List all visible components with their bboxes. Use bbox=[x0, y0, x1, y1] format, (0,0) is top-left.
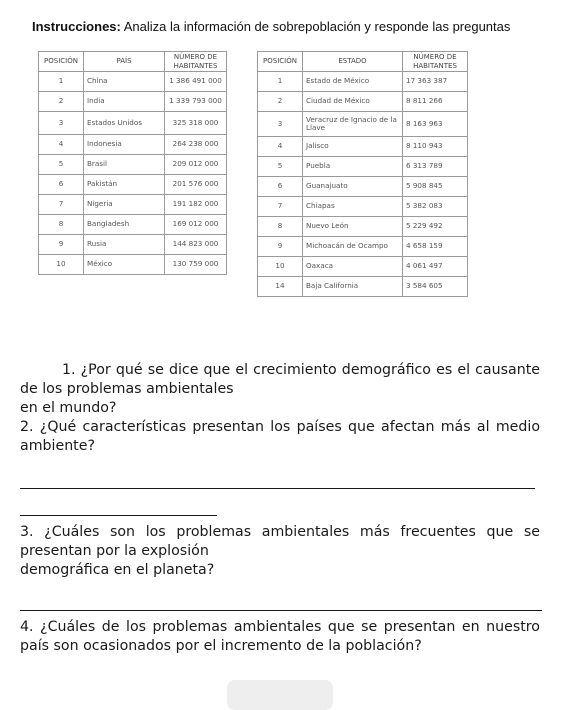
population-cell: 5 382 083 bbox=[403, 197, 468, 217]
population-cell: 1 339 793 000 bbox=[165, 92, 227, 112]
name-cell: Michoacán de Ocampo bbox=[303, 237, 403, 257]
table-row bbox=[39, 112, 227, 135]
table-row bbox=[39, 155, 227, 175]
table-row bbox=[39, 235, 227, 255]
population-cell: 144 823 000 bbox=[165, 235, 227, 255]
questions-section bbox=[20, 361, 540, 456]
name-cell: Nigeria bbox=[84, 195, 165, 215]
table-row bbox=[258, 257, 468, 277]
name-cell: Jalisco bbox=[303, 137, 403, 157]
position-cell: 1 bbox=[39, 72, 84, 92]
population-cell: 8 163 963 bbox=[403, 112, 468, 137]
position-cell: 1 bbox=[258, 72, 303, 92]
population-cell: 4 061 497 bbox=[403, 257, 468, 277]
name-cell: Chiapas bbox=[303, 197, 403, 217]
position-cell: 6 bbox=[39, 175, 84, 195]
position-cell: 8 bbox=[39, 215, 84, 235]
position-cell: 9 bbox=[258, 237, 303, 257]
population-cell: 264 238 000 bbox=[165, 135, 227, 155]
answer-line bbox=[20, 488, 535, 489]
name-cell: Guanajuato bbox=[303, 177, 403, 197]
name-cell: Estados Unidos bbox=[84, 112, 165, 135]
question-1-continuation: en el mundo? bbox=[20, 400, 117, 416]
states-table bbox=[257, 51, 468, 297]
position-cell: 2 bbox=[39, 92, 84, 112]
position-cell: 7 bbox=[39, 195, 84, 215]
table-row bbox=[258, 137, 468, 157]
table-row bbox=[39, 255, 227, 275]
population-cell: 5 908 845 bbox=[403, 177, 468, 197]
position-cell: 2 bbox=[258, 92, 303, 112]
position-cell: 6 bbox=[258, 177, 303, 197]
name-cell: Brasil bbox=[84, 155, 165, 175]
position-cell: 3 bbox=[258, 112, 303, 137]
name-cell: India bbox=[84, 92, 165, 112]
position-cell: 7 bbox=[258, 197, 303, 217]
name-cell: Baja California bbox=[303, 277, 403, 297]
column-header: NÚMERO DE HABITANTES bbox=[403, 52, 468, 72]
table-row bbox=[258, 277, 468, 297]
population-cell: 169 012 000 bbox=[165, 215, 227, 235]
answer-line bbox=[20, 610, 542, 611]
column-header: POSICIÓN bbox=[39, 52, 84, 72]
position-cell: 9 bbox=[39, 235, 84, 255]
table-row bbox=[258, 112, 468, 137]
position-cell: 8 bbox=[258, 217, 303, 237]
column-header: PAÍS bbox=[84, 52, 165, 72]
table-row bbox=[39, 72, 227, 92]
instructions bbox=[32, 19, 562, 34]
name-cell: México bbox=[84, 255, 165, 275]
table-row bbox=[258, 177, 468, 197]
position-cell: 10 bbox=[39, 255, 84, 275]
table-row bbox=[258, 92, 468, 112]
question-1: 1. ¿Por qué se dice que el crecimiento demográfico es el causante de los problemas ambientales bbox=[20, 362, 540, 397]
position-cell: 14 bbox=[258, 277, 303, 297]
table-row bbox=[258, 237, 468, 257]
name-cell: Oaxaca bbox=[303, 257, 403, 277]
population-cell: 8 110 943 bbox=[403, 137, 468, 157]
position-cell: 10 bbox=[258, 257, 303, 277]
instructions-text: Analiza la información de sobrepoblación y responde las preguntas bbox=[120, 19, 511, 34]
questions-section-2 bbox=[20, 523, 540, 580]
population-cell: 1 386 491 000 bbox=[165, 72, 227, 92]
column-header: ESTADO bbox=[303, 52, 403, 72]
answer-line bbox=[20, 515, 217, 516]
table-row bbox=[39, 175, 227, 195]
countries-table bbox=[38, 51, 227, 275]
population-cell: 191 182 000 bbox=[165, 195, 227, 215]
bottom-button-shape bbox=[227, 680, 333, 710]
table-row bbox=[258, 72, 468, 92]
question-3: 3. ¿Cuáles son los problemas ambientales más frecuentes que se presentan por la explosión bbox=[20, 524, 540, 559]
table-row bbox=[39, 135, 227, 155]
position-cell: 5 bbox=[258, 157, 303, 177]
population-cell: 5 229 492 bbox=[403, 217, 468, 237]
population-cell: 209 012 000 bbox=[165, 155, 227, 175]
question-2: 2. ¿Qué características presentan los países que afectan más al medio ambiente? bbox=[20, 419, 540, 454]
instructions-label: Instrucciones: bbox=[32, 19, 121, 34]
population-cell: 201 576 000 bbox=[165, 175, 227, 195]
name-cell: Nuevo León bbox=[303, 217, 403, 237]
population-cell: 325 318 000 bbox=[165, 112, 227, 135]
table-header-row bbox=[258, 52, 468, 72]
column-header: POSICIÓN bbox=[258, 52, 303, 72]
position-cell: 5 bbox=[39, 155, 84, 175]
position-cell: 4 bbox=[39, 135, 84, 155]
position-cell: 4 bbox=[258, 137, 303, 157]
population-cell: 17 363 387 bbox=[403, 72, 468, 92]
question-3-continuation: demográfica en el planeta? bbox=[20, 562, 215, 578]
table-row bbox=[39, 215, 227, 235]
table-header-row bbox=[39, 52, 227, 72]
name-cell: Rusia bbox=[84, 235, 165, 255]
name-cell: Pakistán bbox=[84, 175, 165, 195]
table-row bbox=[258, 197, 468, 217]
name-cell: Estado de México bbox=[303, 72, 403, 92]
column-header: NÚMERO DE HABITANTES bbox=[165, 52, 227, 72]
table-row bbox=[258, 157, 468, 177]
name-cell: Ciudad de México bbox=[303, 92, 403, 112]
population-cell: 8 811 266 bbox=[403, 92, 468, 112]
population-cell: 6 313 789 bbox=[403, 157, 468, 177]
questions-section-3 bbox=[20, 618, 540, 656]
table-row bbox=[39, 195, 227, 215]
name-cell: China bbox=[84, 72, 165, 92]
population-cell: 130 759 000 bbox=[165, 255, 227, 275]
table-row bbox=[258, 217, 468, 237]
name-cell: Veracruz de Ignacio de la Llave bbox=[303, 112, 403, 137]
question-4: 4. ¿Cuáles de los problemas ambientales que se presentan en nuestro país son ocasionados por el incremento de la población? bbox=[20, 619, 540, 654]
position-cell: 3 bbox=[39, 112, 84, 135]
table-row bbox=[39, 92, 227, 112]
population-cell: 4 658 159 bbox=[403, 237, 468, 257]
name-cell: Bangladesh bbox=[84, 215, 165, 235]
name-cell: Puebla bbox=[303, 157, 403, 177]
name-cell: Indonesia bbox=[84, 135, 165, 155]
population-cell: 3 584 605 bbox=[403, 277, 468, 297]
